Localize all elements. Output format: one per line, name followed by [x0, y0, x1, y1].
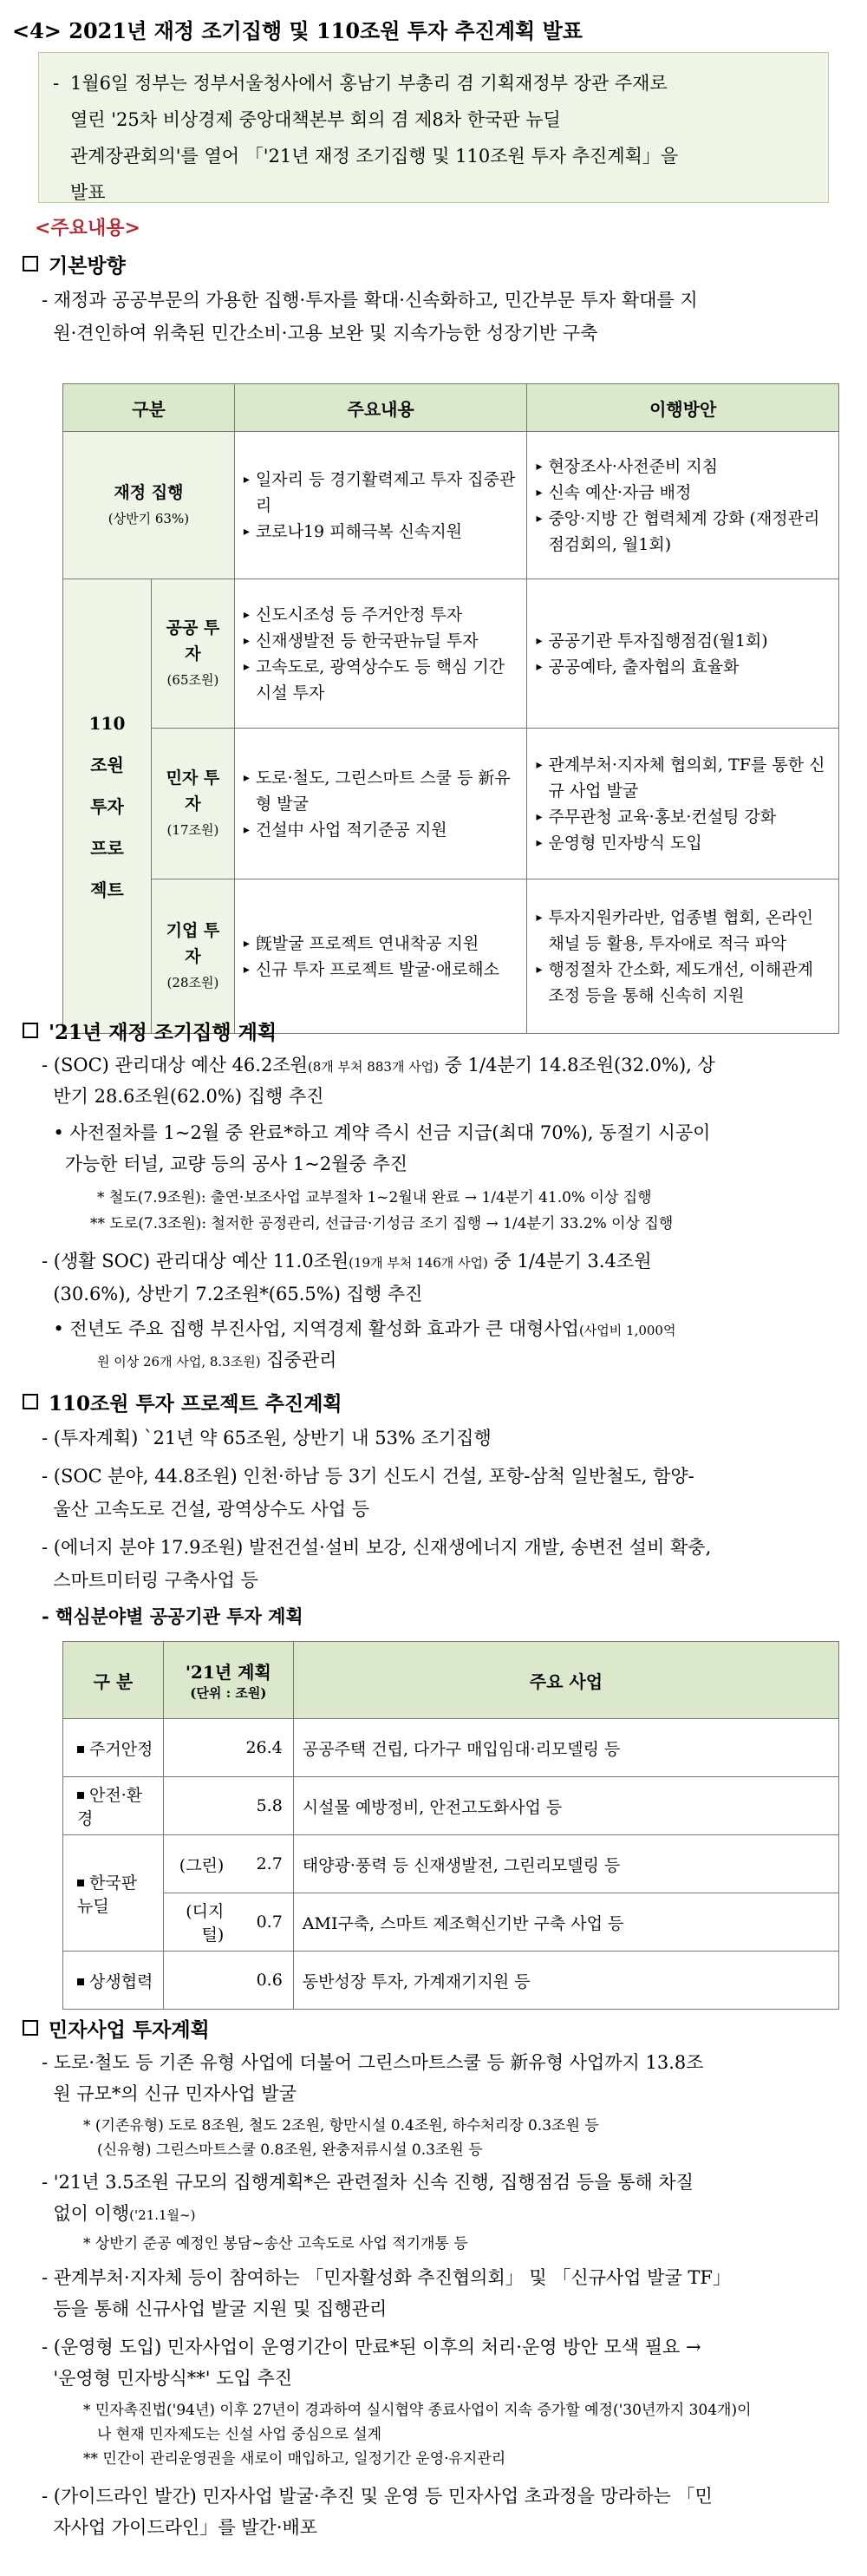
table-cell-plan	[527, 729, 839, 879]
table-row	[63, 1777, 839, 1835]
paragraph-line: - (투자계획) `21년 약 65조원, 상반기 내 53% 조기집행	[42, 1428, 492, 1448]
row-name: 한국판 뉴딜	[77, 1873, 138, 1916]
paragraph-line	[42, 2200, 195, 2229]
table-cell-subcategory	[151, 579, 234, 729]
text-span: 없이 이행	[42, 2203, 130, 2224]
summary-line: 발표	[70, 182, 106, 203]
table-cell-plan	[527, 432, 839, 579]
list-item: ▸ 신규 투자 프로젝트 발굴·애로해소	[244, 957, 518, 983]
paragraph-line: - '21년 3.5조원 규모의 집행계획*은 관련절차 신속 진행, 집행점검 등을 통해 차질	[42, 2172, 694, 2193]
section-heading-text: '21년 재정 조기집행 계획	[49, 1021, 277, 1044]
subcategory-amount: (65조원)	[166, 671, 219, 688]
paragraph-line: - (에너지 분야 17.9조원) 발전건설·설비 보강, 신재생에너지 개발, 송변전 설비 확충,	[42, 1537, 712, 1558]
list-item: ▸ 코로나19 피해극복 신속지원	[244, 519, 518, 545]
text-span: 중 1/4분기 3.4조원	[487, 1251, 652, 1272]
text-span: - (생활 SOC) 관리대상 예산 11.0조원	[42, 1251, 349, 1272]
table-header-unit: (단위 : 조원)	[190, 1685, 267, 1701]
list-item: ▸ 일자리 등 경기활력제고 투자 집중관리	[244, 467, 518, 519]
table-cell	[63, 1952, 164, 2010]
square-bullet-icon	[77, 1880, 84, 1886]
list-item: ▸ 건설中 사업 적기준공 지원	[244, 817, 518, 843]
section-heading-text: 기본방향	[49, 254, 126, 278]
list-item: ▸ 투자지원카라반, 업종별 협회, 온라인 채널 등 활용, 투자애로 적극 파악	[536, 905, 830, 957]
subcategory-label: 기업 투자	[166, 920, 220, 966]
table-row	[63, 1835, 839, 1893]
row-name: 안전·환경	[77, 1786, 143, 1828]
subcategory-label: 공공 투자	[166, 618, 220, 664]
table-row	[63, 1893, 839, 1952]
table-header: 구분	[63, 384, 235, 432]
table-cell: 시설물 예방정비, 안전고도화사업 등	[293, 1777, 838, 1835]
row-name: 상생협력	[89, 1971, 153, 1991]
paragraph-line: 등을 통해 신규사업 발굴 지원 및 집행관리	[42, 2298, 388, 2319]
footnote: ** 민간이 관리운영권을 새로이 매입하고, 일정기간 운영·유지관리	[83, 2450, 506, 2468]
group-label: 110조원 투자 프로젝트	[88, 712, 126, 900]
list-item: ▸ 공공예타, 출자협의 효율화	[536, 654, 830, 680]
table-cell: 5.8	[163, 1777, 293, 1835]
main-heading: <주요내용>	[35, 217, 140, 239]
table-cell: (그린)	[163, 1835, 225, 1893]
subcategory-amount: (17조원)	[166, 821, 219, 838]
paragraph-line: - 도로·철도 등 기존 유형 사업에 더불어 그린스마트스쿨 등 新유형 사업까지 13.8조	[42, 2052, 704, 2073]
square-bullet-icon	[77, 1792, 84, 1799]
table-header: 이행방안	[527, 384, 839, 432]
table-cell-category	[63, 432, 235, 579]
table-cell-content	[234, 729, 527, 879]
category-label: 재정 집행	[114, 482, 184, 502]
subcategory-label: 민자 투자	[166, 768, 220, 814]
list-item: ▸ 주무관청 교육·홍보·컨설팅 강화	[536, 804, 830, 830]
text-span: • 전년도 주요 집행 부진사업, 지역경제 활성화 효과가 큰 대형사업	[42, 1318, 579, 1339]
table-header-text: '21년 계획	[185, 1662, 271, 1683]
paragraph-line: - (운영형 도입) 민자사업이 운영기간이 만료*된 이후의 처리·운영 방안 모색 필요 →	[42, 2337, 701, 2357]
table-cell: 26.4	[163, 1719, 293, 1777]
category-sub-label: (상반기 63%)	[108, 510, 190, 526]
table-cell	[63, 1777, 164, 1835]
list-item: ▸ 신재생발전 등 한국판뉴딜 투자	[244, 628, 518, 654]
paragraph-line: • 사전절차를 1~2월 중 완료*하고 계약 즉시 선금 지급(최대 70%), 동절기 시공이	[42, 1122, 711, 1143]
table-row	[63, 1952, 839, 2010]
table-cell: 공공주택 건립, 다가구 매입임대·리모델링 등	[293, 1719, 838, 1777]
footnote: * 철도(7.9조원): 출연·보조사업 교부절차 1~2월내 완료 → 1/4분기 41.0% 이상 집행	[97, 1189, 652, 1206]
paragraph-line: - 관계부처·지자체 등이 참여하는 「민자활성화 추진협의회」 및 「신규사업 발굴 TF」	[42, 2267, 732, 2288]
list-item: ▸ 신속 예산·자금 배정	[536, 480, 830, 506]
table-cell: AMI구축, 스마트 제조혁신기반 구축 사업 등	[293, 1893, 838, 1952]
footnote: ** 도로(7.3조원): 철저한 공정관리, 선급금·기성금 조기 집행 → 1/4분기 33.2% 이상 집행	[90, 1215, 674, 1232]
square-bullet-icon	[77, 1746, 84, 1753]
list-item: ▸ 관계부처·지자체 협의회, TF를 통한 신규 사업 발굴	[536, 752, 830, 804]
list-item: ▸ 도로·철도, 그린스마트 스쿨 등 新유형 발굴	[244, 765, 518, 817]
paragraph-line: (30.6%), 상반기 7.2조원*(65.5%) 집행 추진	[42, 1284, 423, 1304]
table-cell: 0.6	[163, 1952, 293, 2010]
paragraph-line: - 재정과 공공부문의 가용한 집행·투자를 확대·신속화하고, 민간부문 투자 확대를 지	[42, 290, 698, 311]
paragraph-line: 원·견인하여 위축된 민간소비·고용 보완 및 지속가능한 성장기반 구축	[42, 323, 598, 343]
footnote: * 상반기 준공 예정인 봉담~송산 고속도로 사업 적기개통 등	[83, 2235, 468, 2252]
table-cell: 동반성장 투자, 가계재기지원 등	[293, 1952, 838, 2010]
text-span: - (SOC) 관리대상 예산 46.2조원	[42, 1055, 308, 1076]
basic-direction-table	[62, 383, 839, 1034]
list-item: ▸ 신도시조성 등 주거안정 투자	[244, 602, 518, 628]
table-header: 주요 사업	[293, 1642, 838, 1719]
paragraph-line: '운영형 민자방식**' 도입 추진	[42, 2368, 293, 2389]
footnote: (신유형) 그린스마트스쿨 0.8조원, 완충저류시설 0.3조원 등	[97, 2141, 483, 2159]
table-row	[63, 1719, 839, 1777]
table-cell-content	[234, 879, 527, 1034]
summary-dash: -	[53, 73, 60, 94]
checkbox-bullet-icon	[23, 1394, 38, 1409]
checkbox-bullet-icon	[23, 2020, 38, 2036]
text-span-small: (사업비 1,000억	[578, 1323, 676, 1338]
table-cell: 태양광·풍력 등 신재생발전, 그린리모델링 등	[293, 1835, 838, 1893]
paragraph-line: 스마트미터링 구축사업 등	[42, 1570, 258, 1591]
table-cell	[63, 1719, 164, 1777]
list-item: ▸ 운영형 민자방식 도입	[536, 830, 830, 856]
summary-line: 열린 '25차 비상경제 중앙대책본부 회의 겸 제8차 한국판 뉴딜	[70, 109, 561, 130]
list-item: ▸ 고속도로, 광역상수도 등 핵심 기간시설 투자	[244, 654, 518, 706]
section-heading-text: 110조원 투자 프로젝트 추진계획	[49, 1392, 342, 1415]
list-item: ▸ 중앙·지방 간 협력체계 강화 (재정관리점검회의, 월1회)	[536, 506, 830, 558]
table-cell-group	[63, 579, 152, 1034]
section-heading-early-execution	[23, 1017, 277, 1045]
table-cell-content	[234, 579, 527, 729]
text-span-small: (19개 부처 146개 사업)	[349, 1255, 488, 1271]
paragraph-line: 울산 고속도로 건설, 광역상수도 사업 등	[42, 1499, 369, 1520]
text-span-small: 원 이상 26개 사업, 8.3조원)	[97, 1354, 261, 1370]
square-bullet-icon	[77, 1978, 84, 1985]
table-cell: 2.7	[225, 1835, 293, 1893]
row-name: 주거안정	[89, 1739, 153, 1759]
table-cell	[63, 1835, 164, 1952]
table-cell: (디지털)	[163, 1893, 225, 1952]
table-cell-subcategory	[151, 879, 234, 1034]
footnote: * 민자촉진법('94년) 이후 27년이 경과하여 실시협약 종료사업이 지속 증가할 예정('30년까지 304개)이	[83, 2402, 752, 2419]
footnote: 나 현재 민자제도는 신설 사업 중심으로 설계	[97, 2426, 382, 2443]
text-span: 중 1/4분기 14.8조원(32.0%), 상	[439, 1055, 715, 1076]
section-heading-text: 민자사업 투자계획	[49, 2018, 210, 2042]
table-cell-subcategory	[151, 729, 234, 879]
paragraph-line: 원 규모*의 신규 민자사업 발굴	[42, 2083, 297, 2104]
paragraph-line: - (가이드라인 발간) 민자사업 발굴·추진 및 운영 등 민자사업 초과정을 망라하는 「민	[42, 2486, 713, 2507]
section-heading-basic-direction	[23, 250, 126, 278]
list-item: ▸ 旣발굴 프로젝트 연내착공 지원	[244, 931, 518, 957]
paragraph-line	[42, 1051, 715, 1081]
summary-line: 관계장관회의'를 열어 「'21년 재정 조기집행 및 110조원 투자 추진계획」을	[70, 146, 679, 167]
summary-line: 1월6일 정부는 정부서울청사에서 홍남기 부총리 겸 기획재정부 장관 주재로	[70, 73, 668, 94]
paragraph-line: - (SOC 분야, 44.8조원) 인천·하남 등 3기 신도시 건설, 포항-삼척 일반철도, 함양-	[42, 1466, 694, 1487]
list-item: ▸ 현장조사·사전준비 지침	[536, 454, 830, 480]
text-span-small: (8개 부처 883개 사업)	[307, 1059, 440, 1075]
footnote: * (기존유형) 도로 8조원, 철도 2조원, 항만시설 0.4조원, 하수처리장 0.3조원 등	[83, 2117, 599, 2135]
table-header: 구 분	[63, 1642, 164, 1719]
table-cell: 0.7	[225, 1893, 293, 1952]
paragraph-line	[42, 1247, 651, 1277]
page-title: <4> 2021년 재정 조기집행 및 110조원 투자 추진계획 발표	[12, 18, 583, 43]
paragraph-line: - 핵심분야별 공공기관 투자 계획	[42, 1605, 303, 1627]
text-span-small: ('21.1월~)	[129, 2207, 196, 2223]
checkbox-bullet-icon	[23, 256, 38, 271]
checkbox-bullet-icon	[23, 1023, 38, 1038]
section-heading-110-project	[23, 1388, 342, 1416]
summary-box	[38, 52, 829, 203]
paragraph-line: 자사업 가이드라인」를 발간·배포	[42, 2517, 318, 2538]
paragraph-line: 가능한 터널, 교량 등의 공사 1~2월중 추진	[42, 1154, 408, 1174]
section-heading-private-investment	[23, 2014, 210, 2043]
list-item: ▸ 공공기관 투자집행점검(월1회)	[536, 628, 830, 654]
text-span: 집중관리	[260, 1350, 337, 1370]
list-item: ▸ 행정절차 간소화, 제도개선, 이해관계 조정 등을 통해 신속히 지원	[536, 957, 830, 1009]
paragraph-line: 반기 28.6조원(62.0%) 집행 추진	[42, 1086, 324, 1107]
public-investment-table	[62, 1641, 839, 2010]
subcategory-amount: (28조원)	[166, 974, 219, 991]
paragraph-line	[42, 1315, 675, 1344]
table-cell-plan	[527, 579, 839, 729]
table-header	[163, 1642, 293, 1719]
paragraph-line	[97, 1346, 336, 1376]
table-cell-plan	[527, 879, 839, 1034]
table-cell-content	[234, 432, 527, 579]
table-header: 주요내용	[234, 384, 527, 432]
